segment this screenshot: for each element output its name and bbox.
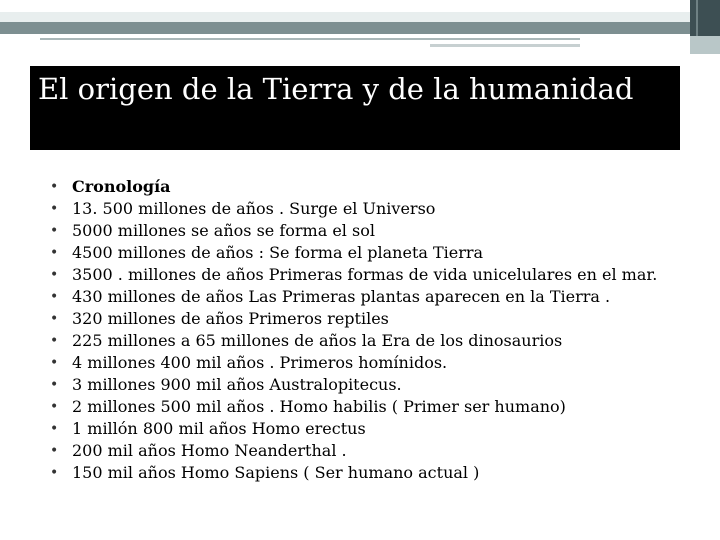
bullet-text: 5000 millones se años se forma el sol (72, 221, 375, 240)
slide-content (44, 176, 684, 484)
bullet-item (44, 440, 684, 462)
corner-decoration-light (690, 36, 720, 54)
corner-decoration-stripe (696, 0, 698, 36)
bullet-text: 320 millones de años Primeros reptiles (72, 309, 389, 328)
bullet-dot-icon: • (50, 333, 59, 349)
bullet-item (44, 198, 684, 220)
bullet-dot-icon: • (50, 443, 59, 459)
bullet-text: 2 millones 500 mil años . Homo habilis ( Primer ser humano) (72, 397, 566, 416)
bullet-item (44, 308, 684, 330)
bullet-item (44, 352, 684, 374)
header-rule (40, 38, 580, 40)
header-band (0, 22, 690, 34)
bullet-item (44, 462, 684, 484)
corner-decoration (690, 0, 720, 36)
bullet-item (44, 374, 684, 396)
bullet-dot-icon: • (50, 179, 59, 195)
bullet-text: 13. 500 millones de años . Surge el Universo (72, 199, 436, 218)
bullet-item (44, 220, 684, 242)
bullet-dot-icon: • (50, 355, 59, 371)
bullet-dot-icon: • (50, 465, 59, 481)
bullet-text: 3500 . millones de años Primeras formas de vida unicelulares en el mar. (72, 265, 658, 284)
bullet-dot-icon: • (50, 399, 59, 415)
bullet-dot-icon: • (50, 245, 59, 261)
slide-title-box (30, 66, 680, 150)
bullet-text: 430 millones de años Las Primeras plantas aparecen en la Tierra . (72, 287, 611, 306)
bullet-item (44, 330, 684, 352)
bullet-dot-icon: • (50, 311, 59, 327)
bullet-text: 225 millones a 65 millones de años la Era de los dinosaurios (72, 331, 563, 350)
bullet-dot-icon: • (50, 201, 59, 217)
bullet-item (44, 396, 684, 418)
bullet-dot-icon: • (50, 289, 59, 305)
bullet-text: 200 mil años Homo Neanderthal . (72, 441, 347, 460)
bullet-list (44, 176, 684, 484)
slide-title: El origen de la Tierra y de la humanidad (38, 72, 634, 106)
bullet-text: 150 mil años Homo Sapiens ( Ser humano actual ) (72, 463, 480, 482)
bullet-dot-icon: • (50, 267, 59, 283)
bullet-item (44, 418, 684, 440)
header-band-light (0, 12, 690, 22)
bullet-dot-icon: • (50, 377, 59, 393)
bullet-text: Cronología (72, 177, 171, 196)
bullet-item (44, 176, 684, 198)
bullet-text: 1 millón 800 mil años Homo erectus (72, 419, 366, 438)
bullet-dot-icon: • (50, 223, 59, 239)
header-rule-accent (430, 44, 580, 47)
bullet-text: 4 millones 400 mil años . Primeros homínidos. (72, 353, 448, 372)
bullet-item (44, 264, 684, 286)
bullet-item (44, 286, 684, 308)
bullet-text: 3 millones 900 mil años Australopitecus. (72, 375, 402, 394)
bullet-dot-icon: • (50, 421, 59, 437)
bullet-text: 4500 millones de años : Se forma el planeta Tierra (72, 243, 484, 262)
bullet-item (44, 242, 684, 264)
